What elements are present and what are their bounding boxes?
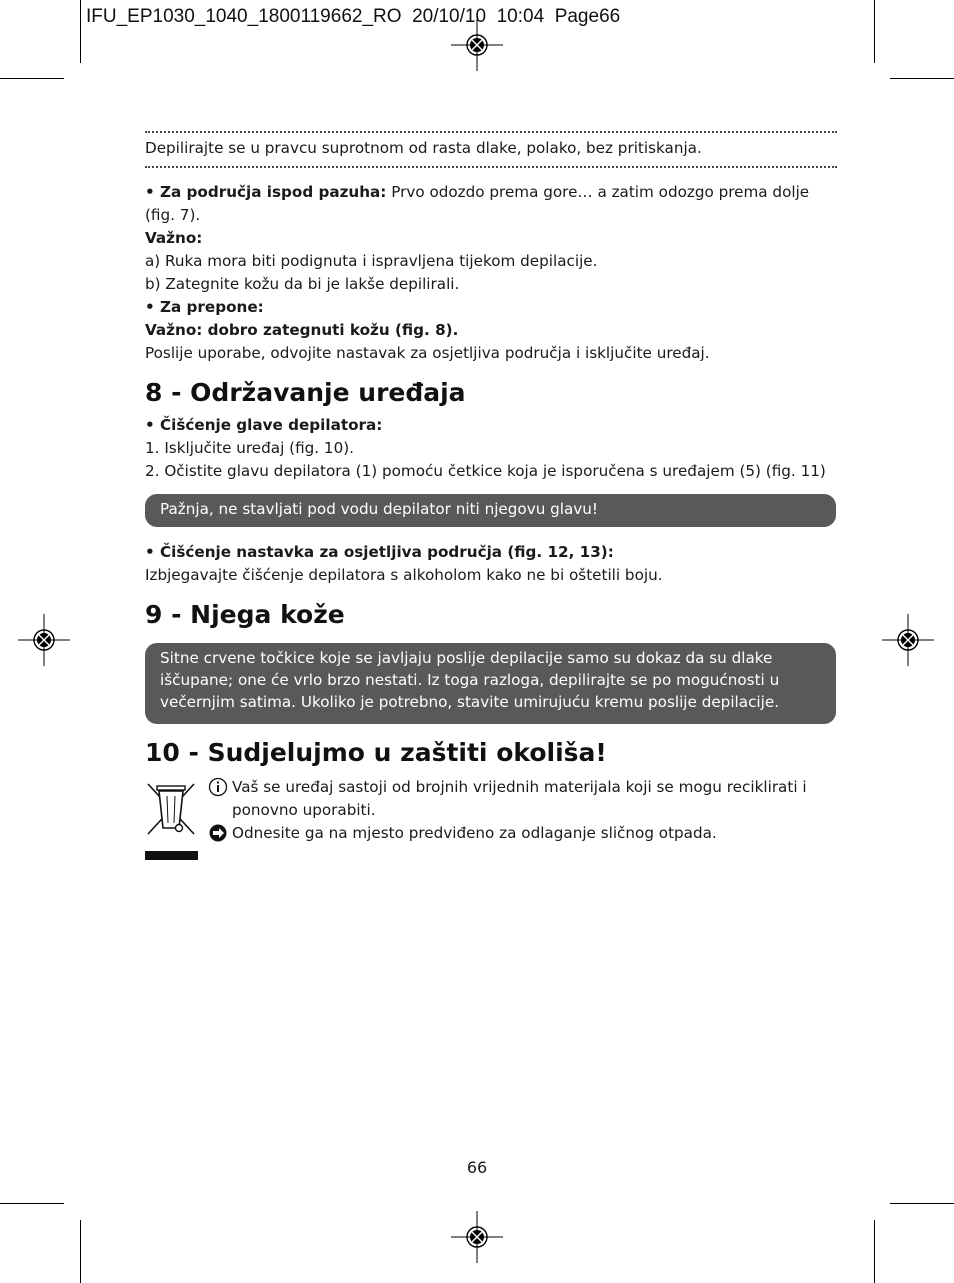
environment-text [208, 776, 836, 845]
warning-text: Pažnja, ne stavljati pod vodu depilator niti njegovu glavu! [160, 500, 599, 518]
registration-mark-icon [18, 614, 70, 666]
dispose-line [208, 822, 836, 845]
section-8-heading: 8 - Održavanje uređaja [145, 378, 466, 407]
info-line [208, 776, 836, 822]
sensitive-cleaning [145, 541, 837, 587]
dispose-text: Odnesite ga na mjesto predviđeno za odlaganje sličnog otpada. [232, 824, 717, 842]
skin-care-note-box [145, 643, 836, 724]
dotted-rule-bottom [145, 166, 837, 168]
arrow-right-icon [208, 823, 228, 843]
section-8-body [145, 414, 837, 483]
skin-care-note: Sitne crvene točkice koje se javljaju poslije depilacije samo su dokaz da su dlake iščupane; one će vrlo brzo nestati. Iz toga razloga, depilirajte se po mogućnosti u večernjim satima. Ukoliko je potrebno, stavite umirujuću kremu poslije depilacije. [160, 649, 780, 711]
armpit-point-a: a) Ruka mora biti podignuta i ispravljena tijekom depilacije. [145, 252, 598, 270]
print-slug: IFU_EP1030_1040_1800119662_RO 20/10/10 10:04 Page66 [86, 6, 621, 27]
section-10-heading: 10 - Sudjelujmo u zaštiti okoliša! [145, 738, 607, 767]
intro-note: Depilirajte se u pravcu suprotnom od rasta dlake, polako, bez pritiskanja. [145, 139, 702, 157]
bikini-important: Važno: dobro zategnuti kožu (fig. 8). [145, 321, 459, 339]
cleaning-step-1: 1. Isključite uređaj (fig. 10). [145, 439, 355, 457]
sensitive-text: Izbjegavajte čišćenje depilatora s alkoholom kako ne bi oštetili boju. [145, 566, 663, 584]
registration-mark-icon [882, 614, 934, 666]
registration-mark-icon [451, 1211, 503, 1263]
cleaning-step-2: 2. Očistite glavu depilatora (1) pomoću četkice koja je isporučena s uređajem (5) (fig. 11) [145, 462, 826, 480]
info-icon [208, 777, 228, 797]
info-text: Vaš se uređaj sastoji od brojnih vrijednih materijala koji se mogu reciklirati i ponovno uporabiti. [232, 778, 807, 819]
page-number: 66 [466, 1158, 488, 1177]
after-use-note: Poslije uporabe, odvojite nastavak za osjetljiva područja i isključite uređaj. [145, 344, 710, 362]
dotted-rule-top [145, 131, 837, 133]
crossed-bin-icon [145, 778, 199, 862]
armpit-section [145, 181, 837, 365]
important-label: Važno: [145, 229, 203, 247]
warning-box [145, 494, 836, 527]
sensitive-head: • Čišćenje nastavka za osjetljiva područja (fig. 12, 13): [145, 543, 614, 561]
registration-mark-icon [451, 19, 503, 71]
armpit-instruction: • Za područja ispod pazuha: Prvo odozdo prema gore… a zatim odozgo prema dolje (fig. 7). [145, 183, 810, 224]
bikini-heading: • Za prepone: [145, 298, 264, 316]
armpit-point-b: b) Zategnite kožu da bi je lakše depilirali. [145, 275, 460, 293]
section-9-heading: 9 - Njega kože [145, 600, 345, 629]
cleaning-head: • Čišćenje glave depilatora: [145, 416, 383, 434]
